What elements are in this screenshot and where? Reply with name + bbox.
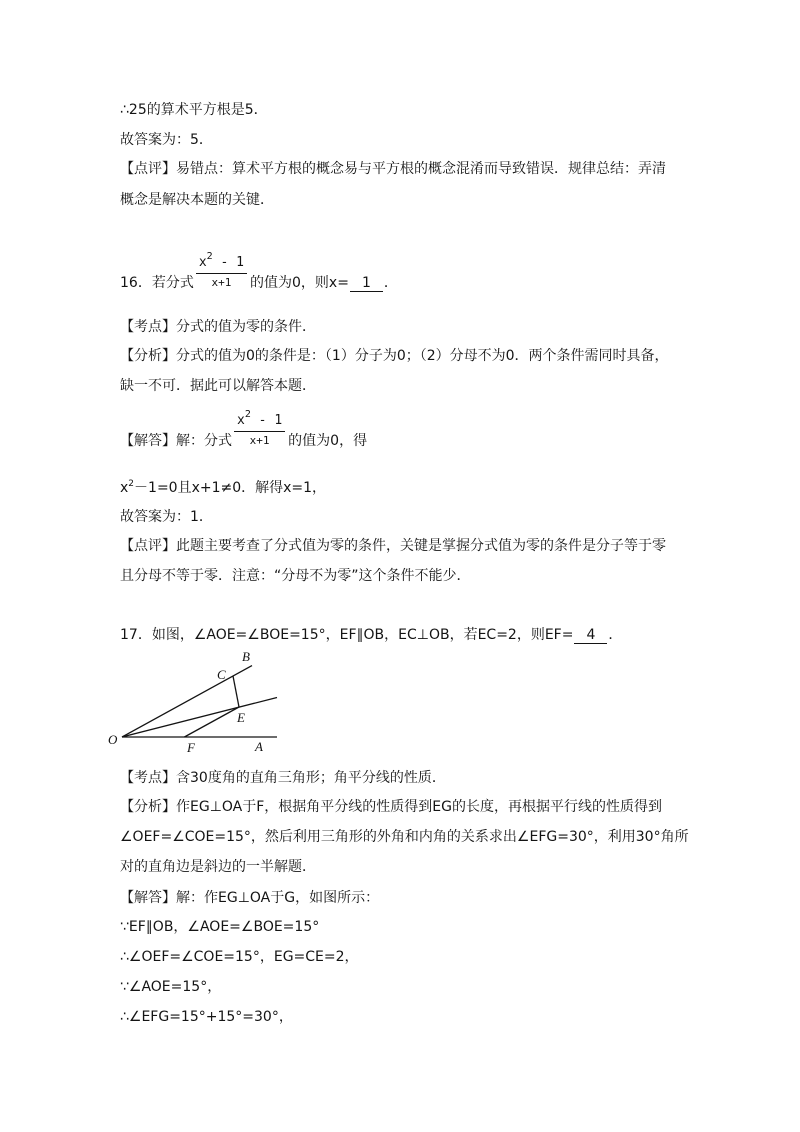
label-e: E [237, 710, 245, 725]
fraction-numerator: $x^2 - 1$ [198, 251, 244, 270]
q15-conclusion: ∴25的算术平方根是5． [120, 102, 268, 118]
q17-stem [120, 626, 622, 644]
q16-comment-line-1: 【点评】此题主要考查了分式值为零的条件，关键是掌握分式值为零的条件是分子等于零 [120, 538, 666, 554]
q16-solution-prefix: 【解答】解：分式 [120, 433, 232, 449]
q15-comment-line-2: 概念是解决本题的关键． [120, 192, 274, 208]
q16-fraction [196, 253, 247, 292]
fraction-denominator: x+1 [234, 431, 285, 450]
q17-solution-line-3: ∴∠OEF=∠COE=15°，EG=CE=2， [120, 949, 359, 965]
label-b: B [242, 649, 250, 664]
q17-answer-blank: 4 [574, 627, 607, 644]
q16-solution-suffix: 的值为0，得 [288, 433, 368, 449]
q16-stem [120, 253, 398, 292]
segment-ce [233, 676, 239, 707]
q16-solution-line-1 [120, 411, 367, 450]
q16-suffix: ． [383, 275, 398, 291]
q17-kaodian: 【考点】含30度角的直角三角形；角平分线的性质． [120, 770, 446, 786]
q15-comment-line-1: 【点评】易错点：算术平方根的概念易与平方根的概念混淆而导致错误．规律总结：弄清 [120, 161, 666, 177]
q17-analysis-line-3: 对的直角边是斜边的一半解题． [120, 859, 316, 875]
label-f: F [187, 740, 195, 755]
label-o: O [108, 732, 118, 747]
q16-analysis-line-1: 【分析】分式的值为0的条件是：（1）分子为0；（2）分母不为0．两个条件需同时具备， [120, 348, 669, 364]
q16-answer-blank: 1 [350, 275, 383, 292]
q16-kaodian: 【考点】分式的值为零的条件． [120, 319, 316, 335]
q16-prefix: 16．若分式 [120, 275, 194, 291]
q17-solution-line-2: ∵EF∥OB，∠AOE=∠BOE=15° [120, 919, 320, 935]
ray-oe [122, 698, 277, 738]
q17-suffix: ． [608, 627, 623, 643]
q17-geometry-figure [105, 645, 285, 757]
q17-solution-line-1: 【解答】解：作EG⊥OA于G，如图所示： [120, 890, 380, 906]
q16-answer-line: 故答案为：1． [120, 509, 213, 525]
label-a: A [255, 739, 263, 754]
q16-middle: 的值为0，则x= [250, 275, 349, 291]
q17-analysis-line-1: 【分析】作EG⊥OA于F，根据角平分线的性质得到EG的长度，再根据平行线的性质得到 [120, 799, 662, 815]
q16-solution-fraction [234, 411, 285, 450]
q17-solution-line-5: ∴∠EFG=15°+15°=30°， [120, 1009, 293, 1025]
q17-analysis-line-2: ∠OEF=∠COE=15°，然后利用三角形的外角和内角的关系求出∠EFG=30°，利用30°角所 [120, 829, 689, 845]
label-c: C [217, 667, 226, 682]
fraction-denominator: x+1 [196, 273, 247, 292]
q16-solution-step: $x^2-1=0$且x+1≠0．解得x=1， [120, 479, 327, 496]
q17-stem-text: 17．如图，∠AOE=∠BOE=15°，EF∥OB，EC⊥OB，若EC=2，则EF= [120, 627, 574, 643]
q16-analysis-line-2: 缺一不可．据此可以解答本题． [120, 378, 316, 394]
segment-ef [184, 707, 239, 737]
fraction-numerator: $x^2 - 1$ [237, 409, 283, 428]
q15-answer: 故答案为：5． [120, 132, 213, 148]
q16-comment-line-2: 且分母不等于零．注意：“分母不为零”这个条件不能少． [120, 568, 471, 584]
q17-solution-line-4: ∵∠AOE=15°， [120, 979, 222, 995]
